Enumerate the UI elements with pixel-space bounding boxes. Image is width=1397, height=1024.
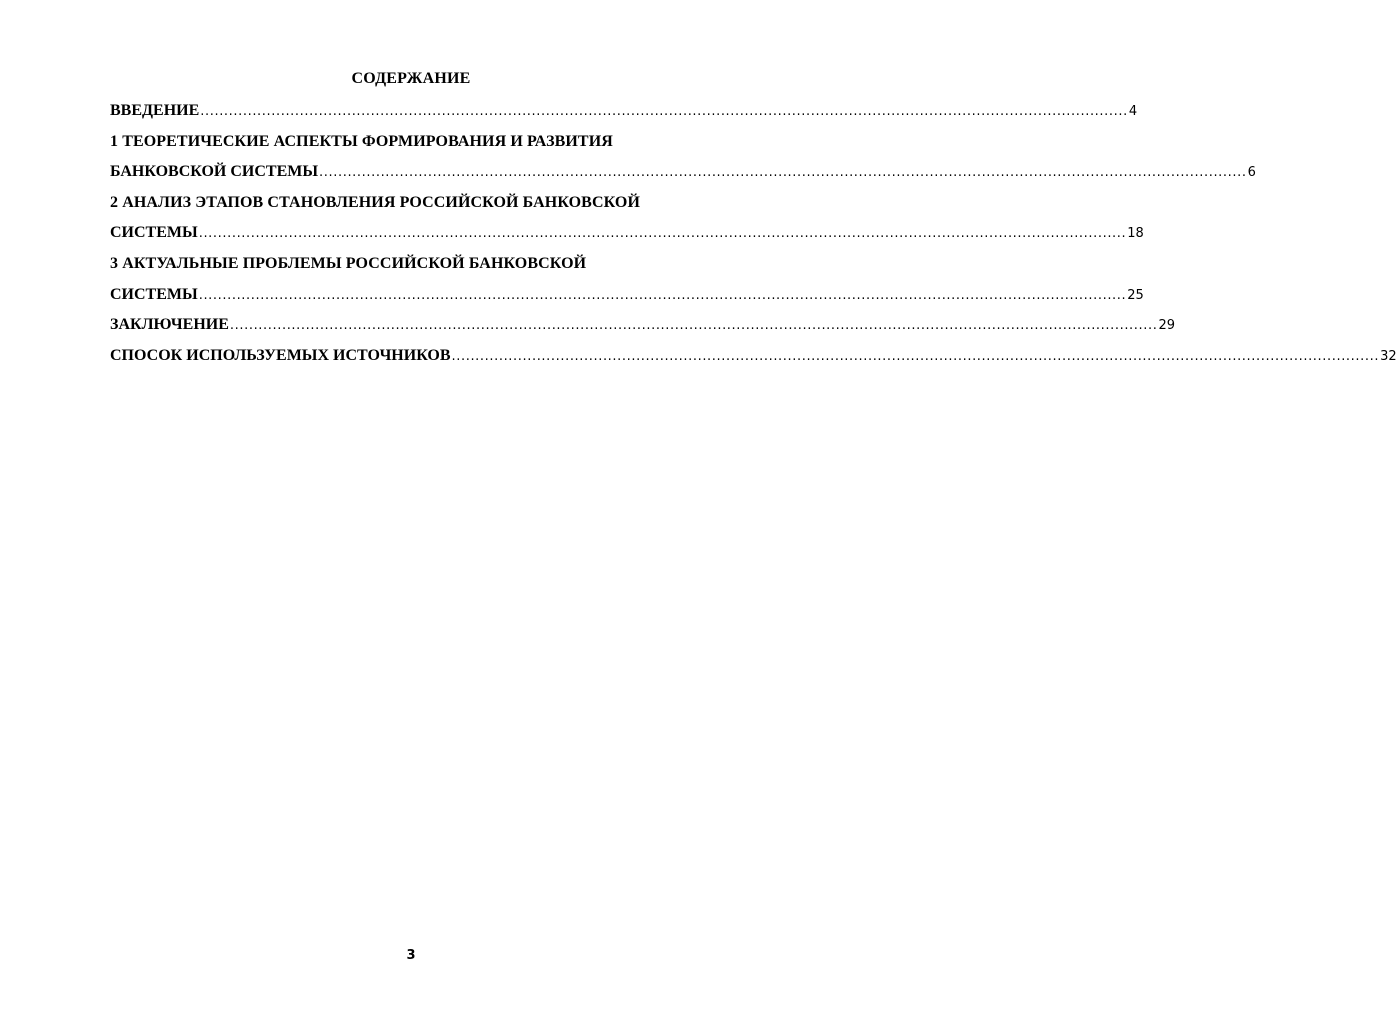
dot-leader: .................................................................................................................................................................................................... bbox=[451, 348, 1380, 364]
dot-leader: .................................................................................................................................................................................................... bbox=[198, 226, 1127, 242]
toc-entry-chapter-1-line-1[interactable]: 1 ТЕОРЕТИЧЕСКИЕ АСПЕКТЫ ФОРМИРОВАНИЯ И РАЗВИТИЯ bbox=[110, 132, 613, 150]
toc-entry-title: СИСТЕМЫ bbox=[110, 285, 198, 303]
toc-entry-page: 25 bbox=[1127, 287, 1144, 303]
dot-leader: .................................................................................................................................................................................................... bbox=[200, 104, 1128, 119]
toc-entry-page: 6 bbox=[1247, 165, 1256, 181]
toc-entry-page: 18 bbox=[1127, 226, 1144, 242]
page-number: 3 bbox=[406, 948, 416, 963]
toc-entry-title: ВВЕДЕНИЕ bbox=[110, 102, 200, 119]
toc-entry-page: 4 bbox=[1128, 104, 1138, 119]
toc-entry-title: БАНКОВСКОЙ СИСТЕМЫ bbox=[110, 163, 319, 181]
toc-entry-introduction[interactable] bbox=[110, 96, 1138, 127]
toc-title: СОДЕРЖАНИЕ bbox=[351, 70, 471, 87]
toc-entry-page: 32 bbox=[1380, 348, 1397, 364]
toc-entry-chapter-3[interactable] bbox=[110, 280, 1144, 311]
toc-entry-title: СПОСОК ИСПОЛЬЗУЕМЫХ ИСТОЧНИКОВ bbox=[110, 346, 451, 364]
toc-entry-chapter-3-line-1[interactable]: 3 АКТУАЛЬНЫЕ ПРОБЛЕМЫ РОССИЙСКОЙ БАНКОВСКОЙ bbox=[110, 254, 587, 272]
dot-leader: .................................................................................................................................................................................................... bbox=[319, 165, 1247, 181]
toc-entry-chapter-2[interactable] bbox=[110, 218, 1144, 249]
toc-entry-title: СИСТЕМЫ bbox=[110, 224, 198, 242]
toc-entry-sources[interactable] bbox=[110, 341, 1397, 372]
toc-entry-page: 29 bbox=[1158, 318, 1175, 334]
dot-leader: .................................................................................................................................................................................................... bbox=[198, 287, 1127, 303]
table-of-contents bbox=[110, 96, 1397, 371]
toc-entry-chapter-2-line-1[interactable]: 2 АНАЛИЗ ЭТАПОВ СТАНОВЛЕНИЯ РОССИЙСКОЙ БАНКОВСКОЙ bbox=[110, 193, 640, 211]
toc-entry-conclusion[interactable] bbox=[110, 310, 1175, 341]
dot-leader: .................................................................................................................................................................................................... bbox=[229, 318, 1158, 334]
toc-entry-title: ЗАКЛЮЧЕНИЕ bbox=[110, 316, 229, 334]
toc-entry-chapter-1[interactable] bbox=[110, 157, 1256, 188]
